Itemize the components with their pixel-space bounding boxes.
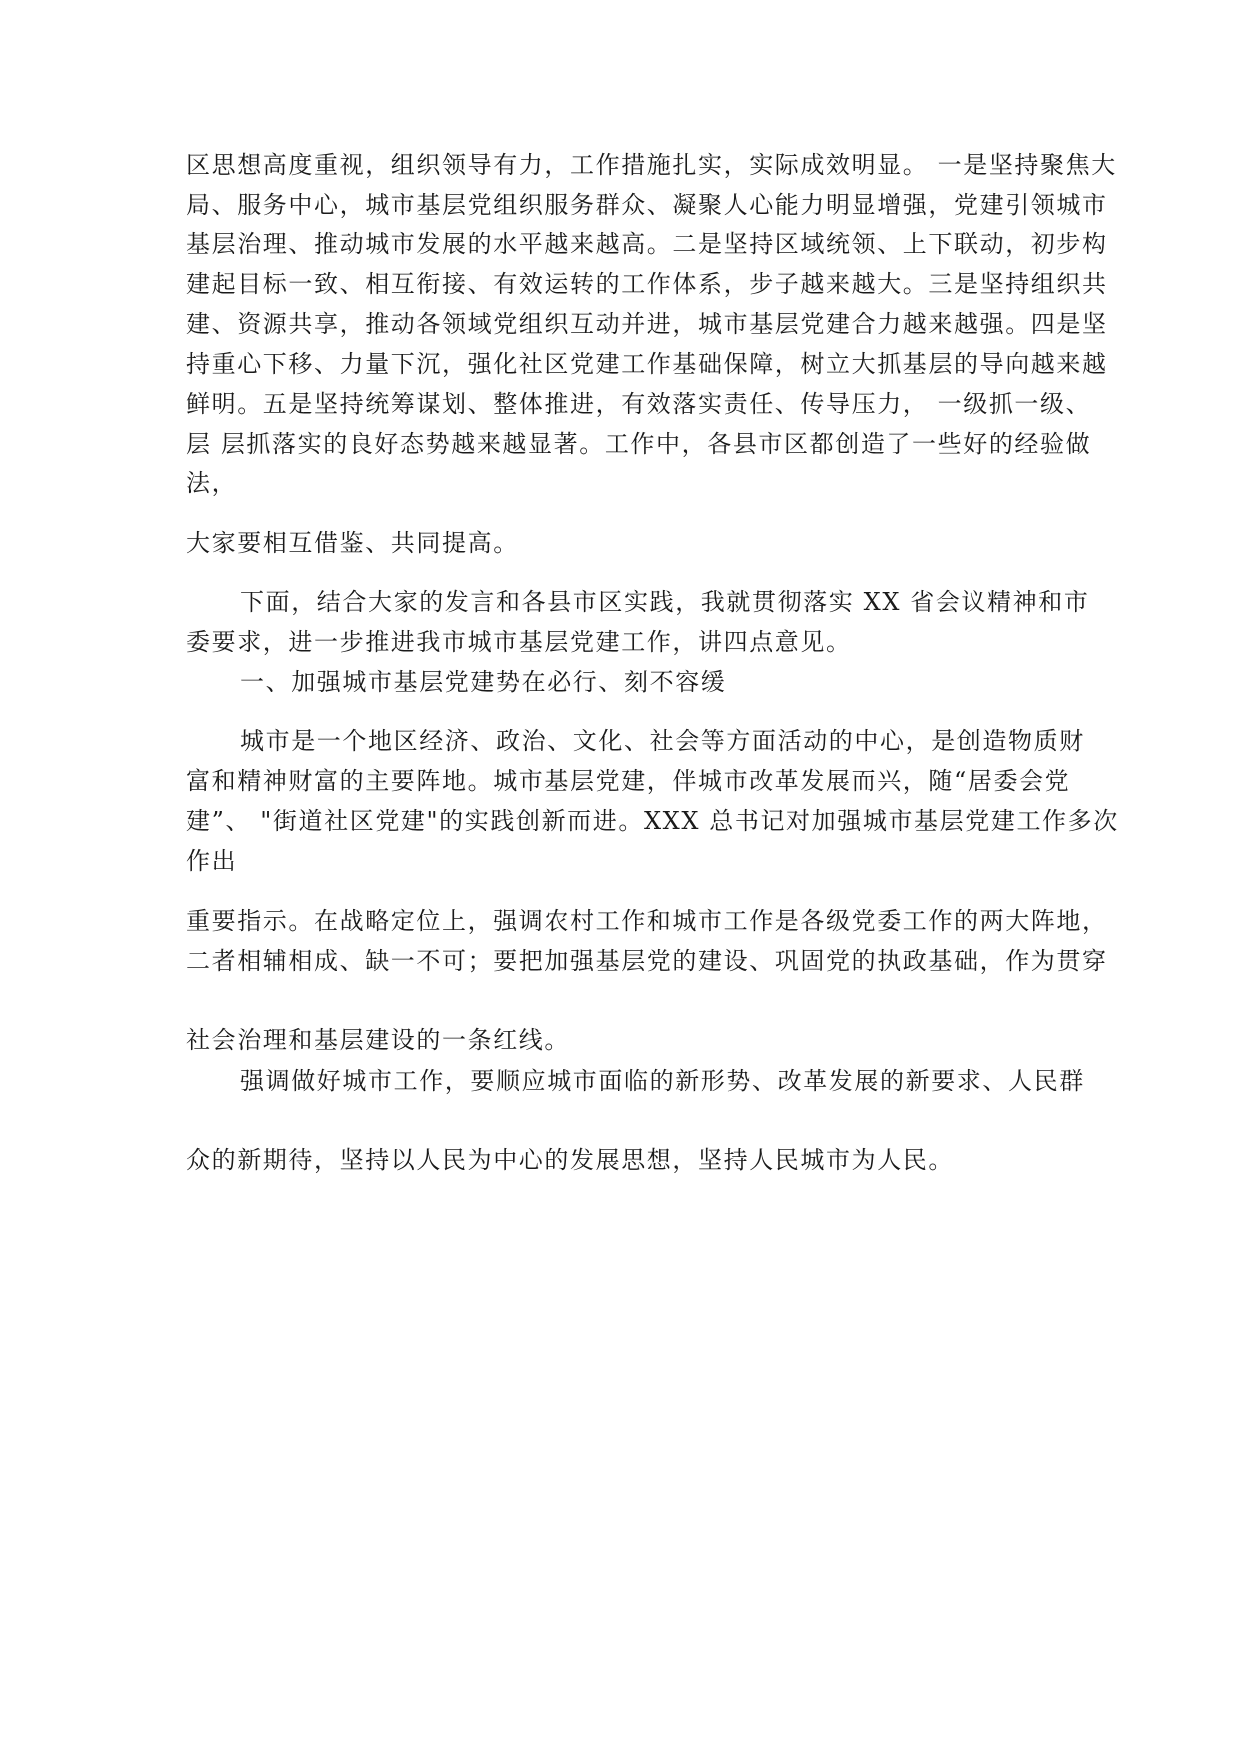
text-line: 社会治理和基层建设的一条红线。 bbox=[186, 1026, 570, 1054]
text-line: 作出 bbox=[186, 847, 238, 875]
text-line: 众的新期待，坚持以人民为中心的发展思想，坚持人民城市为人民。 bbox=[186, 1146, 954, 1174]
text-line: 基层治理、推动城市发展的水平越来越高。二是坚持区域统领、上下联动，初步构 bbox=[186, 230, 1108, 258]
text-line: 大家要相互借鉴、共同提高。 bbox=[186, 529, 519, 557]
text-line: 富和精神财富的主要阵地。城市基层党建，伴城市改革发展而兴，随“居委会党 bbox=[186, 767, 1071, 795]
text-line: 重要指示。在战略定位上，强调农村工作和城市工作是各级党委工作的两大阵地， bbox=[186, 907, 1108, 935]
text-line: 委要求，进一步推进我市城市基层党建工作，讲四点意见。 bbox=[186, 628, 852, 656]
text-line: 区思想高度重视，组织领导有力，工作措施扎实，实际成效明显。 一是坚持聚焦大 bbox=[186, 151, 1117, 179]
text-line: 建起目标一致、相互衔接、有效运转的工作体系，步子越来越大。三是坚持组织共 bbox=[186, 270, 1108, 298]
paragraph-first-line: 城市是一个地区经济、政治、文化、社会等方面活动的中心，是创造物质财 bbox=[240, 727, 1085, 755]
text-line: 局、服务中心，城市基层党组织服务群众、凝聚人心能力明显增强，党建引领城市 bbox=[186, 191, 1108, 219]
section-heading: 一、加强城市基层党建势在必行、刻不容缓 bbox=[240, 668, 727, 696]
text-line: 持重心下移、力量下沉，强化社区党建工作基础保障，树立大抓基层的导向越来越 bbox=[186, 350, 1108, 378]
paragraph-first-line: 强调做好城市工作，要顺应城市面临的新形势、改革发展的新要求、人民群 bbox=[240, 1067, 1085, 1095]
text-line: 建、资源共享，推动各领域党组织互动并进，城市基层党建合力越来越强。四是坚 bbox=[186, 310, 1108, 338]
text-line: 鲜明。五是坚持统筹谋划、整体推进，有效落实责任、传导压力， 一级抓一级、 bbox=[186, 390, 1092, 418]
text-line: 二者相辅相成、缺一不可；要把加强基层党的建设、巩固党的执政基础，作为贯穿 bbox=[186, 947, 1108, 975]
paragraph-first-line: 下面，结合大家的发言和各县市区实践，我就贯彻落实 XX 省会议精神和市 bbox=[240, 588, 1090, 616]
text-line: 建”、 "街道社区党建"的实践创新而进。XXX 总书记对加强城市基层党建工作多次 bbox=[186, 807, 1119, 835]
text-line: 层 层抓落实的良好态势越来越显著。工作中，各县市区都创造了一些好的经验做 bbox=[186, 430, 1092, 458]
text-line: 法， bbox=[186, 469, 238, 497]
